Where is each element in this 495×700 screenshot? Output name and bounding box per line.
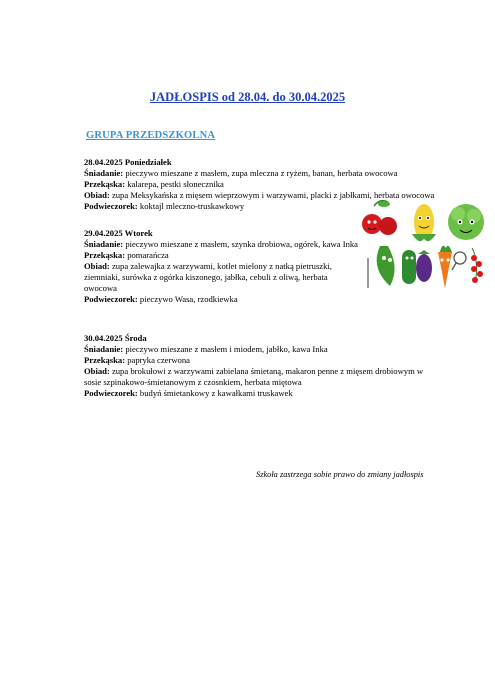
disclaimer-note: Szkoła zastrzega sobie prawo do zmiany jadłospis — [256, 470, 424, 479]
menu-title: JADŁOSPIS od 28.04. do 30.04.2025 — [149, 90, 346, 104]
currants-icon — [471, 248, 483, 283]
eggplant-icon — [416, 250, 432, 282]
group-heading: GRUPA PRZEDSZKOLNA — [86, 130, 216, 141]
cabbage-icon — [448, 204, 484, 240]
cucumber-icon — [402, 250, 416, 284]
corn-icon — [412, 204, 436, 241]
day-header: 29.04.2025 Wtorek — [84, 228, 153, 238]
pea-pod-icon — [368, 246, 395, 288]
meal-snack: Przekąska: papryka czerwona — [84, 355, 190, 365]
carrot-icon — [438, 246, 452, 288]
meal-lunch: Obiad: zupa zalewajka z warzywami, kotlet mielony z natką pietruszki, ziemniaki, surówka z ogórka kiszonego, jabłka, cebuli z oliwą, herbata owocowa — [84, 261, 332, 293]
meal-lunch: Obiad: zupa Meksykańska z mięsem wieprzowym i warzywami, placki z jabłkami, herbata owocowa — [84, 190, 435, 200]
meal-snack: Przekąska: pomarańcza — [84, 250, 169, 260]
vegetables-illustration — [360, 198, 490, 293]
magnifier-icon — [452, 252, 466, 270]
day-tuesday — [84, 228, 359, 305]
meal-afternoon-snack: Podwieczorek: pieczywo Wasa, rzodkiewka — [84, 294, 238, 304]
meal-snack: Przekąska: kalarepa, pestki słonecznika — [84, 179, 224, 189]
meal-afternoon-snack: Podwieczorek: budyń śmietankowy z kawałkami truskawek — [84, 388, 293, 398]
day-wednesday — [84, 333, 434, 399]
day-header: 28.04.2025 Poniedziałek — [84, 157, 172, 167]
meal-breakfast: Śniadanie: pieczywo mieszane z masłem, szynka drobiowa, ogórek, kawa Inka — [84, 239, 358, 249]
meal-lunch: Obiad: zupa brokułowi z warzywami zabielana śmietaną, makaron penne z mięsem drobiowym w sosie szpinakowo-śmietanowym z czosnkiem, herbata miętowa — [84, 366, 424, 387]
meal-breakfast: Śniadanie: pieczywo mieszane z masłem, zupa mleczna z ryżem, banan, herbata owocowa — [84, 168, 398, 178]
cherries-icon — [362, 201, 397, 235]
day-header: 30.04.2025 Środa — [84, 333, 147, 343]
meal-breakfast: Śniadanie: pieczywo mieszane z masłem i miodem, jabłko, kawa Inka — [84, 344, 328, 354]
meal-afternoon-snack: Podwieczorek: koktajl mleczno-truskawkowy — [84, 201, 245, 211]
